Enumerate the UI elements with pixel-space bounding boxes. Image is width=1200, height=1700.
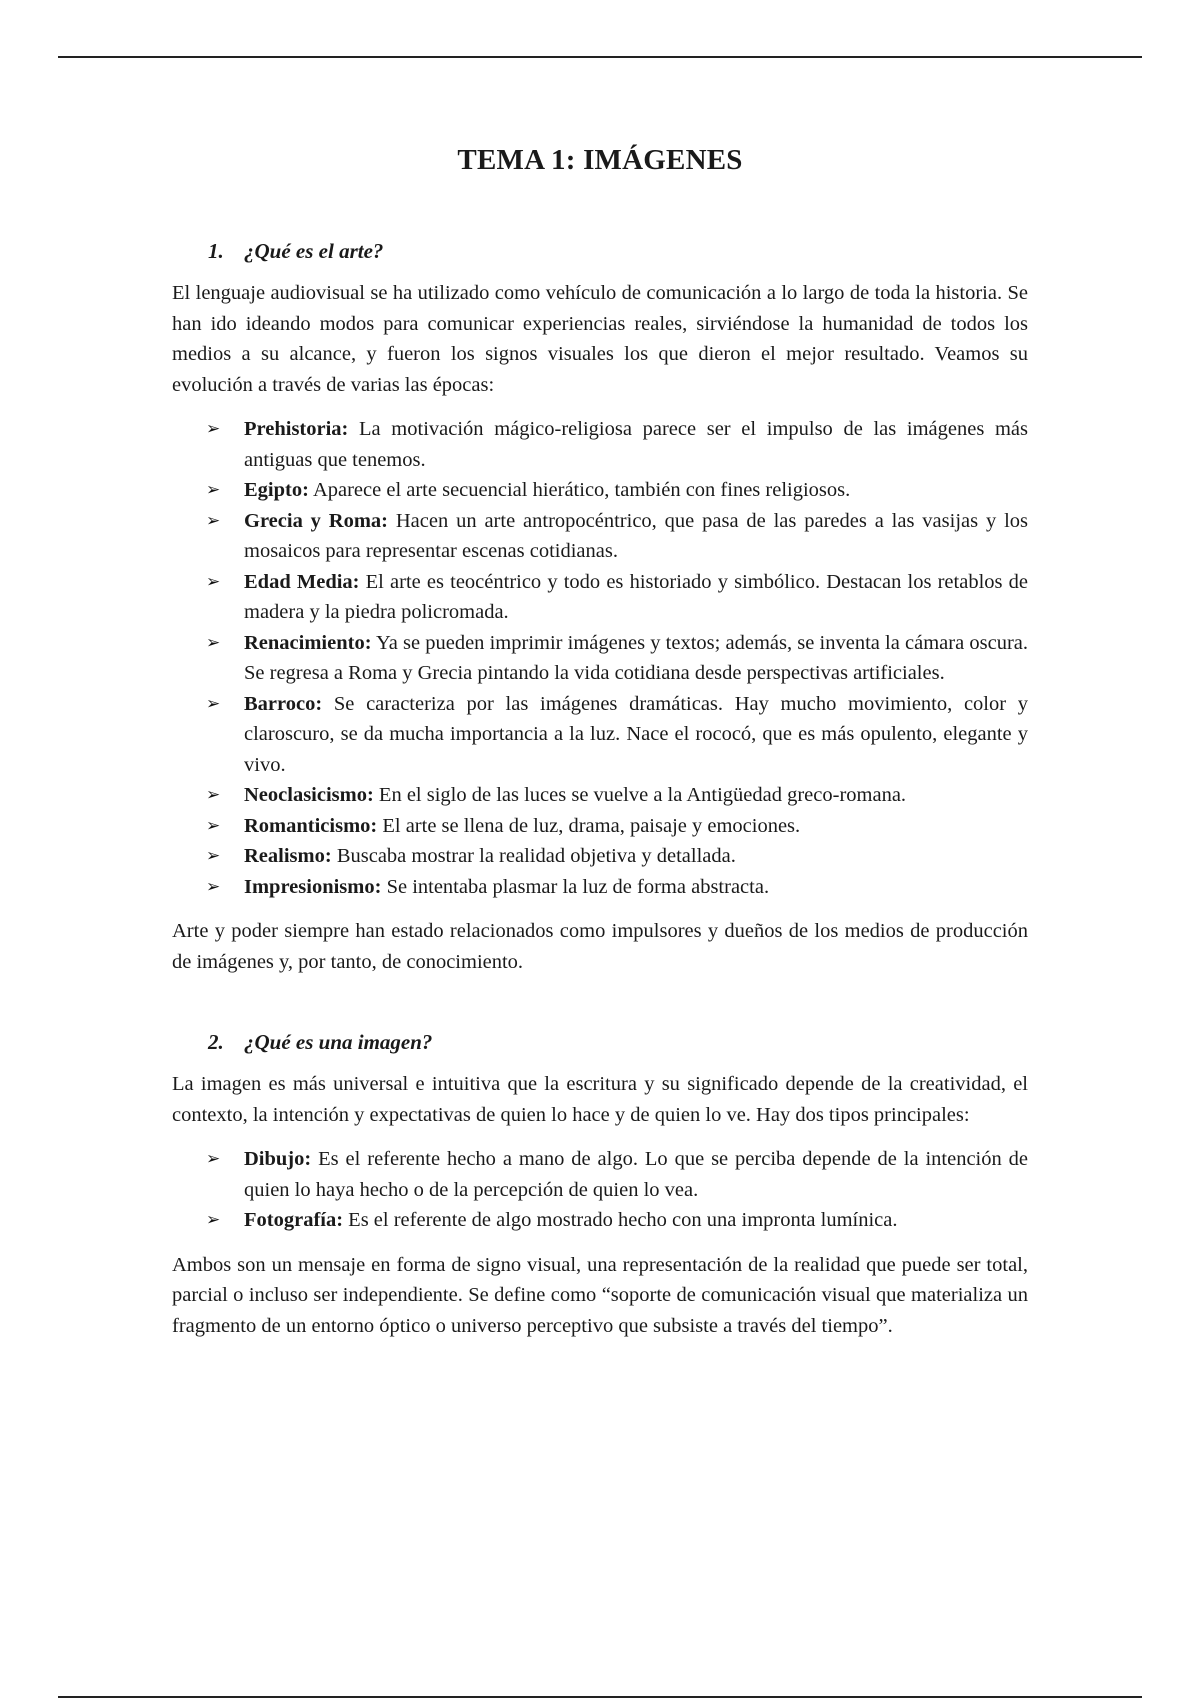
list-item-text: Buscaba mostrar la realidad objetiva y detallada. <box>336 845 736 867</box>
list-item-term: Barroco: <box>244 692 323 715</box>
section-2-list <box>172 1144 1028 1236</box>
list-item-term: Egipto: <box>244 479 309 501</box>
list-item <box>206 841 1028 872</box>
list-item-term: Dibujo: <box>244 1148 312 1170</box>
section-1-list <box>172 414 1028 902</box>
list-item-term: Realismo: <box>244 845 332 867</box>
list-item-term: Fotografía: <box>244 1209 344 1231</box>
document-title: TEMA 1: IMÁGENES <box>457 144 743 176</box>
list-item <box>206 414 1028 475</box>
list-item-text: Hacen un arte antropocéntrico, que pasa de las paredes a las vasijas y los mosaicos para representar escenas cotidianas. <box>244 509 1029 562</box>
list-item-term: Grecia y Roma: <box>244 509 388 532</box>
list-item-text: Es el referente hecho a mano de algo. Lo que se perciba depende de la intención de quien lo haya hecho o de la percepción de quien lo vea. <box>244 1148 1028 1201</box>
list-item <box>206 1144 1028 1205</box>
list-item <box>206 689 1029 781</box>
arrow-bullet-icon: ➢ <box>206 632 221 652</box>
list-item-term: Renacimiento: <box>244 631 372 654</box>
list-item-text: Se intentaba plasmar la luz de forma abstracta. <box>386 875 770 898</box>
section-title: ¿Qué es el arte? <box>244 239 384 263</box>
list-item <box>206 628 1028 689</box>
list-item-text: Se caracteriza por las imágenes dramáticas. Hay mucho movimiento, color y claroscuro, se da mucha importancia a la luz. Nace el rococó, que es más opulento, elegante y vivo. <box>244 692 1029 776</box>
section-2-outro: Ambos son un mensaje en forma de signo visual, una representación de la realidad que puede ser total, parcial o incluso ser independiente. Se define como “soporte de comunicación visual que materializa un fragmento de un entorno óptico o universo perceptivo que subsiste a través del tiempo”. <box>172 1253 1028 1337</box>
arrow-bullet-icon: ➢ <box>206 419 221 438</box>
arrow-bullet-icon: ➢ <box>206 480 221 499</box>
section-heading-2 <box>208 1027 1028 1057</box>
arrow-bullet-icon: ➢ <box>206 693 221 713</box>
arrow-bullet-icon: ➢ <box>206 815 221 835</box>
arrow-bullet-icon: ➢ <box>206 846 221 865</box>
list-item <box>206 780 1028 811</box>
arrow-bullet-icon: ➢ <box>206 1149 221 1168</box>
list-item-text: En el siglo de las luces se vuelve a la Antigüedad greco-romana. <box>378 784 907 806</box>
list-item-text: El arte es teocéntrico y todo es historiado y simbólico. Destacan los retablos de madera y la piedra policromada. <box>244 570 1028 623</box>
list-item-term: Romanticismo: <box>244 814 378 837</box>
section-1-outro: Arte y poder siempre han estado relacionados como impulsores y dueños de los medios de producción de imágenes y, por tanto, de conocimiento. <box>172 920 1028 973</box>
document-body <box>172 140 1028 1355</box>
list-item-term: Neoclasicismo: <box>244 784 374 806</box>
list-item <box>206 506 1029 567</box>
section-heading-1 <box>208 236 1028 266</box>
list-item-term: Edad Media: <box>244 570 360 593</box>
list-item <box>206 567 1028 628</box>
arrow-bullet-icon: ➢ <box>206 876 221 896</box>
arrow-bullet-icon: ➢ <box>206 1210 221 1229</box>
section-number: 1. <box>208 239 224 263</box>
list-item-text: Aparece el arte secuencial hierático, también con fines religiosos. <box>312 479 851 501</box>
list-item-text: La motivación mágico-religiosa parece ser el impulso de las imágenes más antiguas que tenemos. <box>244 418 1028 471</box>
section-title: ¿Qué es una imagen? <box>244 1030 433 1054</box>
bottom-rule <box>58 1696 1142 1698</box>
list-item <box>206 1205 1028 1236</box>
section-1-intro: El lenguaje audiovisual se ha utilizado como vehículo de comunicación a lo largo de toda la historia. Se han ido ideando modos para comunicar experiencias reales, sirviéndose la humanidad de todos los medios a su alcance, y fueron los signos visuales los que dieron el mejor resultado. Veamos su evolución a través de varias las épocas: <box>172 282 1028 396</box>
list-item <box>206 811 1028 842</box>
arrow-bullet-icon: ➢ <box>206 785 221 804</box>
list-item-text: Es el referente de algo mostrado hecho con una impronta lumínica. <box>348 1209 898 1231</box>
list-item-term: Impresionismo: <box>244 875 382 898</box>
list-item <box>206 475 1028 506</box>
list-item-text: El arte se llena de luz, drama, paisaje y emociones. <box>382 814 801 837</box>
arrow-bullet-icon: ➢ <box>206 571 221 591</box>
top-rule <box>58 56 1142 58</box>
section-2-intro: La imagen es más universal e intuitiva que la escritura y su significado depende de la creatividad, el contexto, la intención y expectativas de quien lo hace y de quien lo ve. Hay dos tipos principales: <box>172 1073 1028 1126</box>
section-number: 2. <box>208 1030 224 1054</box>
arrow-bullet-icon: ➢ <box>206 510 221 530</box>
list-item-text: Ya se pueden imprimir imágenes y textos; además, se inventa la cámara oscura. Se regresa a Roma y Grecia pintando la vida cotidiana desde perspectivas artificiales. <box>244 631 1028 684</box>
list-item <box>206 872 1028 903</box>
list-item-term: Prehistoria: <box>244 418 349 440</box>
